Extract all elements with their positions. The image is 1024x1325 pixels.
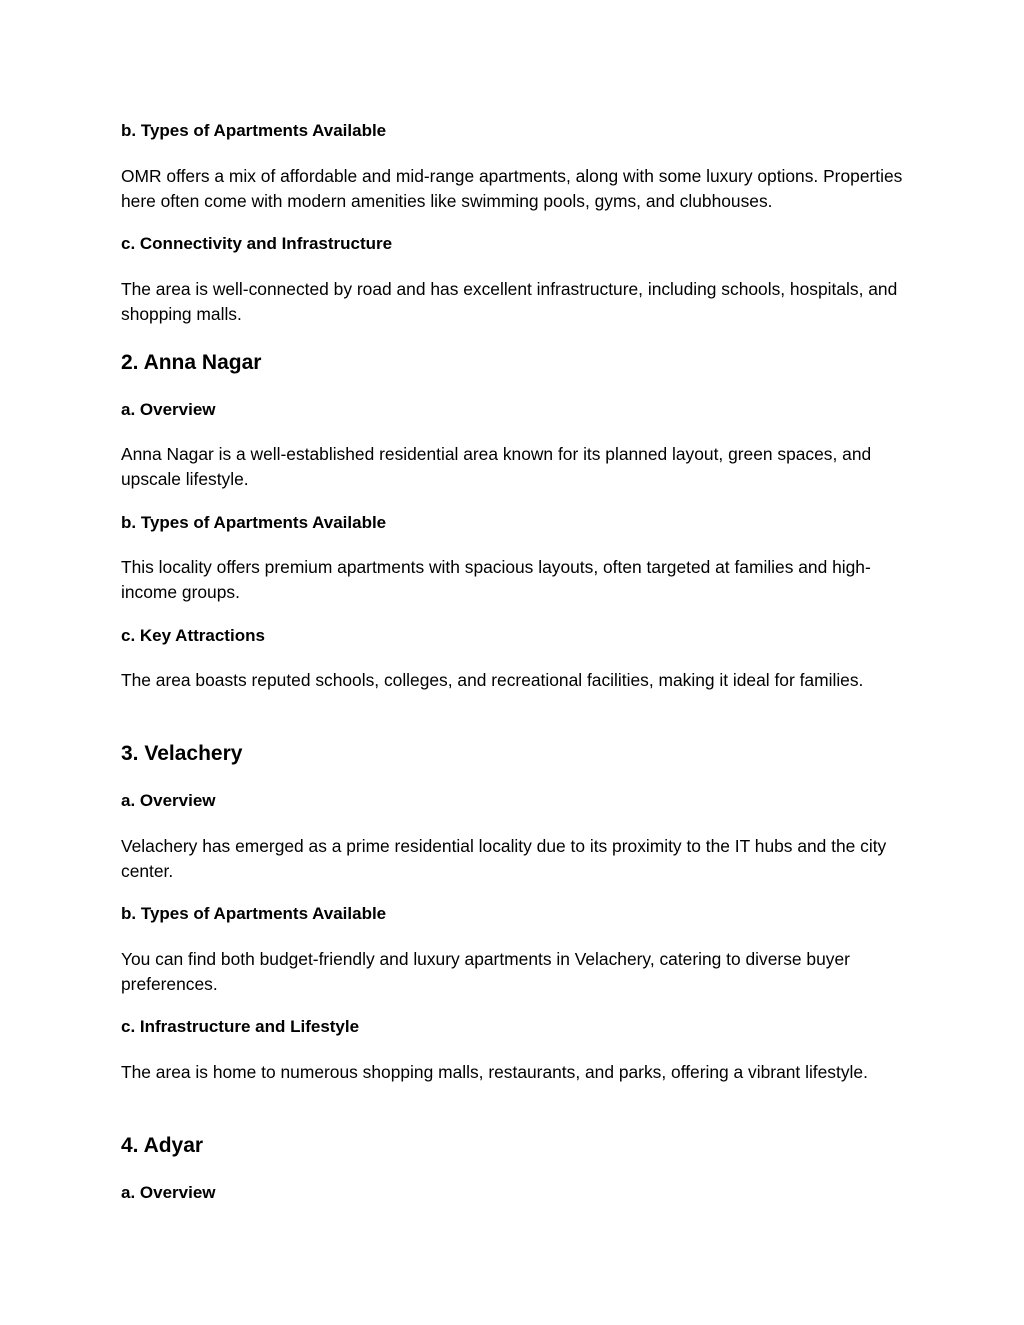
omr-connectivity-paragraph: The area is well-connected by road and has excellent infrastructure, including schools, hospitals, and shopping malls. xyxy=(121,279,898,324)
velachery-overview-heading: a. Overview xyxy=(121,791,216,810)
velachery-infrastructure-heading: c. Infrastructure and Lifestyle xyxy=(121,1017,360,1036)
omr-connectivity-heading: c. Connectivity and Infrastructure xyxy=(121,234,393,253)
adyar-overview-heading: a. Overview xyxy=(121,1183,216,1202)
velachery-overview-paragraph: Velachery has emerged as a prime residential locality due to its proximity to the IT hubs and the city center. xyxy=(121,836,887,881)
anna-nagar-title: 2. Anna Nagar xyxy=(121,351,262,374)
omr-types-paragraph: OMR offers a mix of affordable and mid-range apartments, along with some luxury options. Properties here often come with modern amenities like swimming pools, gyms, and clubhouses. xyxy=(121,166,903,211)
velachery-infrastructure-paragraph: The area is home to numerous shopping malls, restaurants, and parks, offering a vibrant lifestyle. xyxy=(121,1062,868,1082)
velachery-types-paragraph: You can find both budget-friendly and luxury apartments in Velachery, catering to diverse buyer preferences. xyxy=(121,949,850,994)
velachery-title: 3. Velachery xyxy=(121,742,243,765)
anna-nagar-attractions-heading: c. Key Attractions xyxy=(121,626,265,645)
velachery-types-heading: b. Types of Apartments Available xyxy=(121,904,387,923)
anna-nagar-types-heading: b. Types of Apartments Available xyxy=(121,513,387,532)
anna-nagar-overview-heading: a. Overview xyxy=(121,400,216,419)
anna-nagar-attractions-paragraph: The area boasts reputed schools, colleges, and recreational facilities, making it ideal for families. xyxy=(121,670,864,690)
adyar-title: 4. Adyar xyxy=(121,1134,204,1157)
anna-nagar-types-paragraph: This locality offers premium apartments with spacious layouts, often targeted at families and high-income groups. xyxy=(121,557,871,602)
omr-types-heading: b. Types of Apartments Available xyxy=(121,121,387,140)
anna-nagar-overview-paragraph: Anna Nagar is a well-established residential area known for its planned layout, green spaces, and upscale lifestyle. xyxy=(121,444,872,489)
